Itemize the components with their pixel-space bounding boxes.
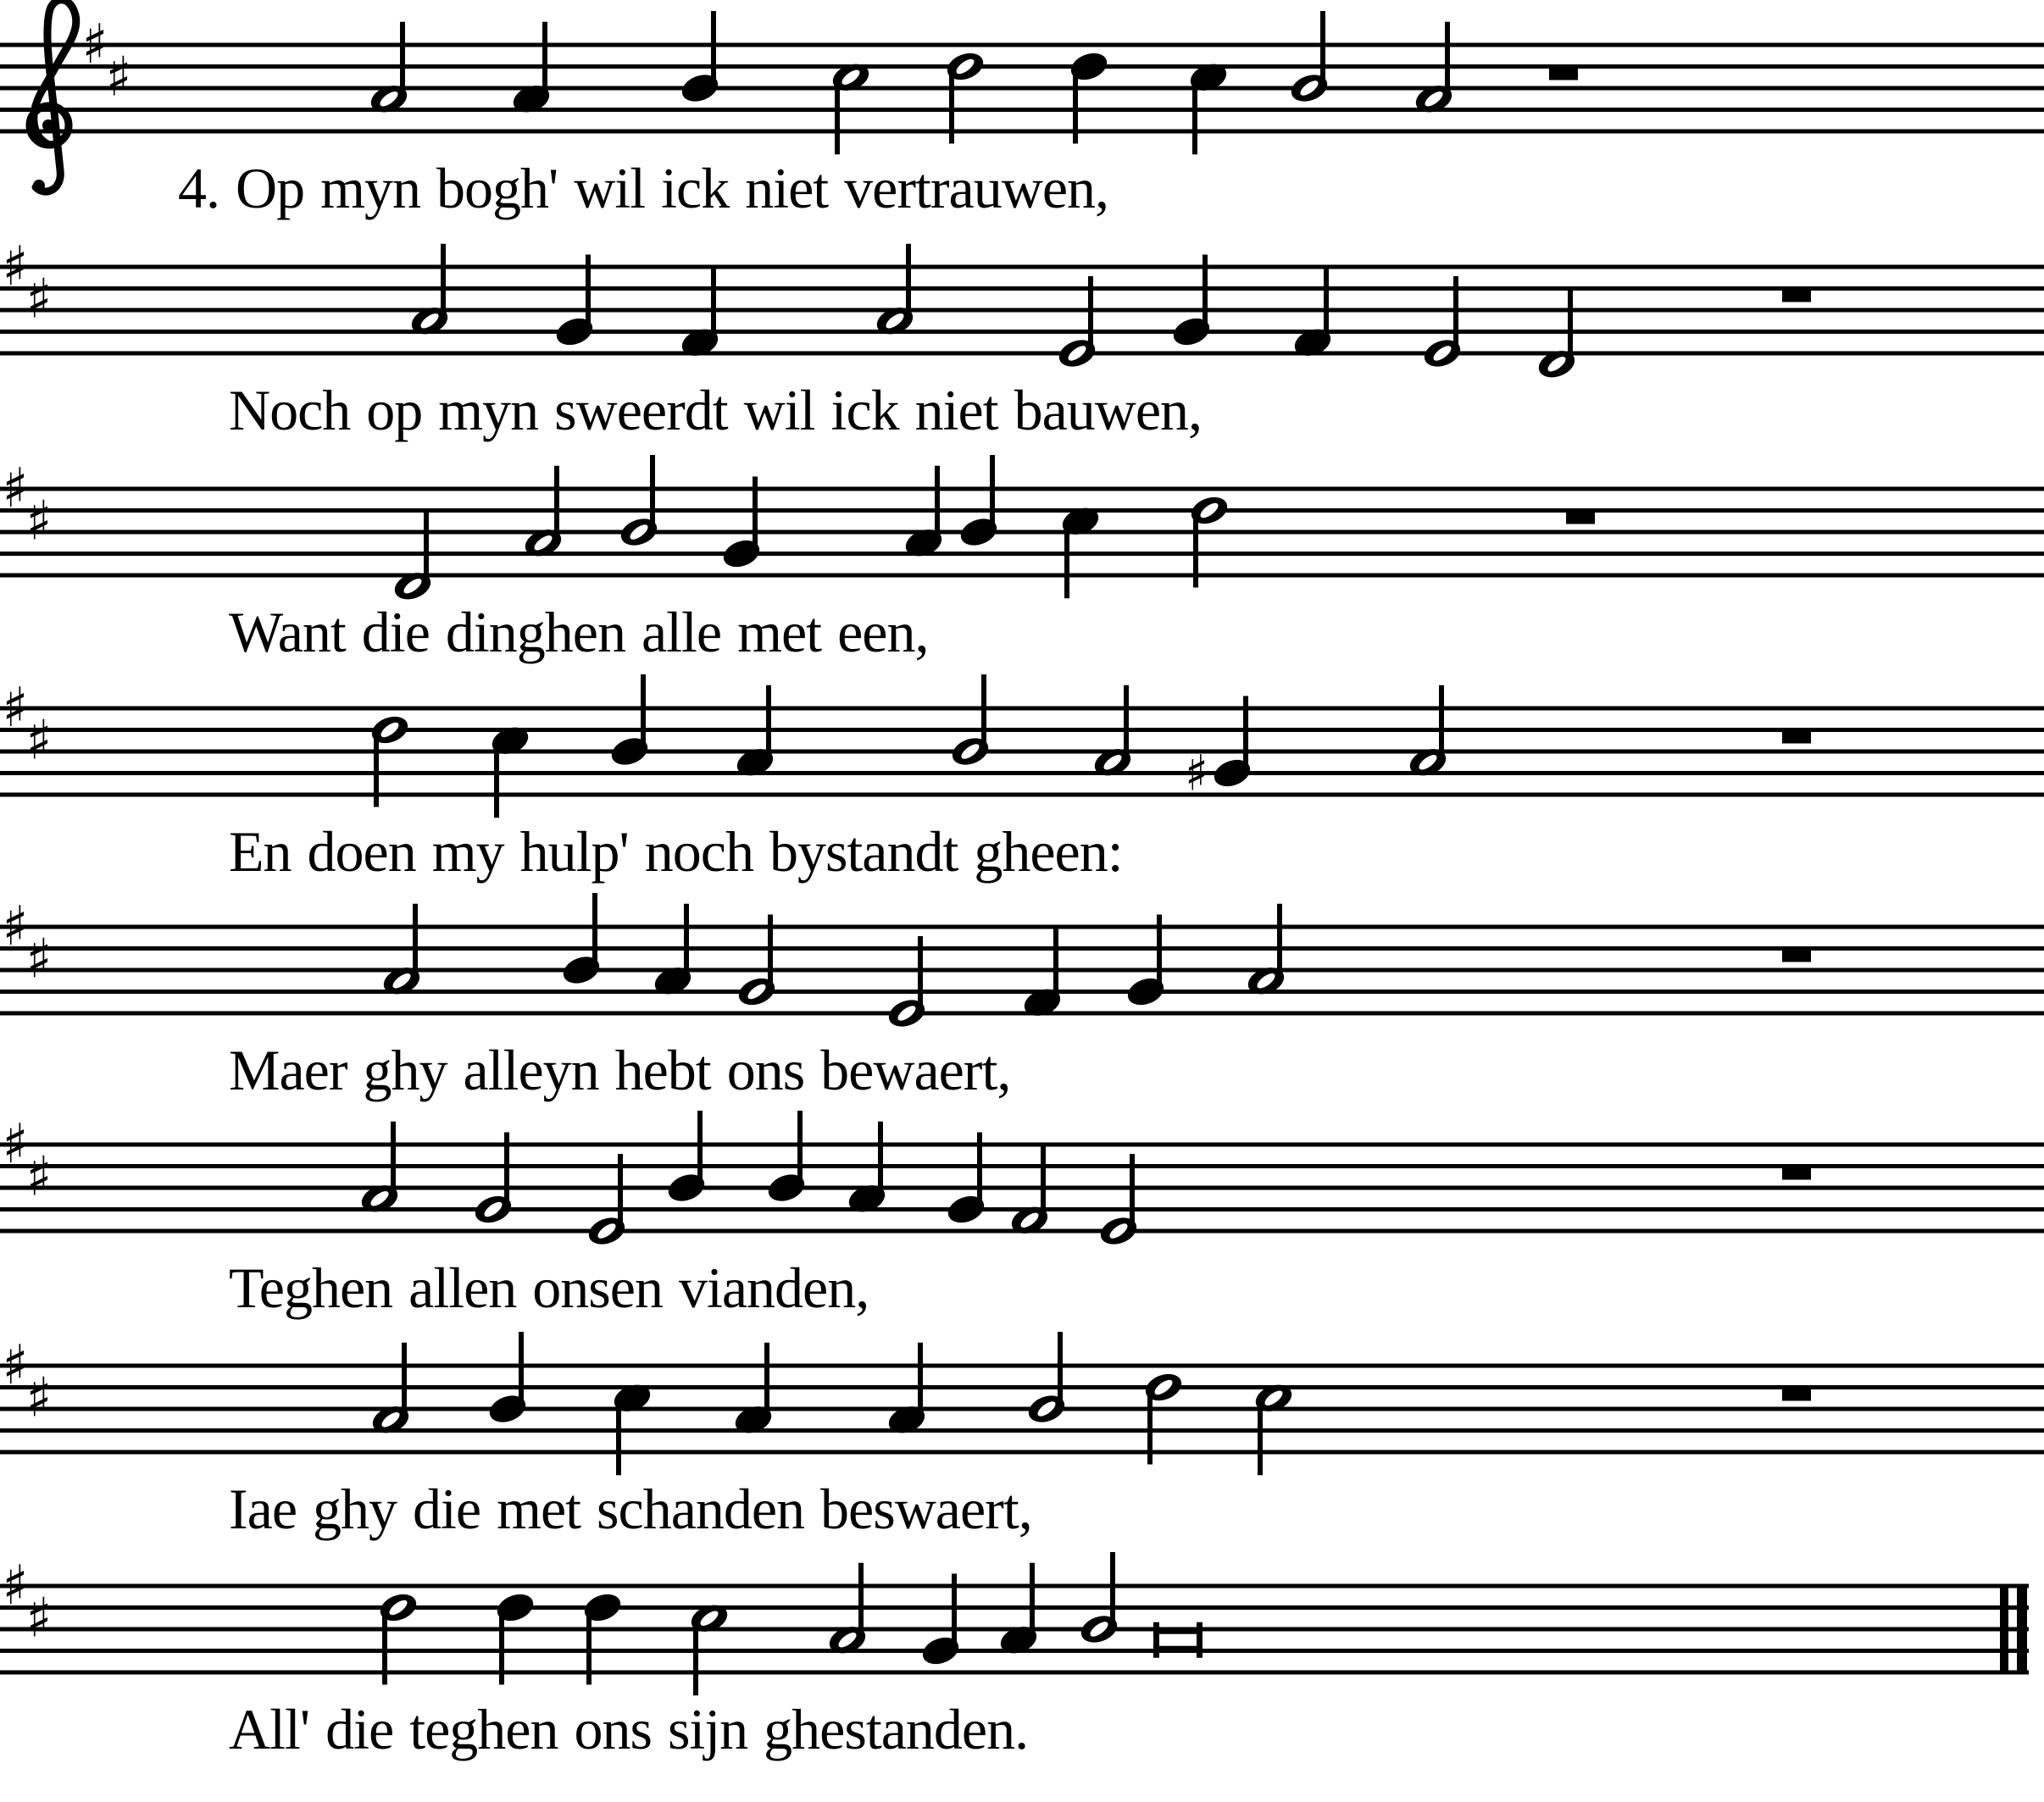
note-stem [641, 674, 646, 749]
staff-line [0, 130, 2044, 134]
note-C5-half [829, 59, 872, 154]
note-stem [766, 685, 771, 760]
whole-rest [1782, 732, 1811, 744]
note-stem [935, 466, 940, 541]
note-B4-half [617, 455, 660, 550]
note-A4-quarter [845, 1122, 888, 1217]
note-stem [1064, 524, 1069, 598]
note-A4-half [521, 466, 564, 561]
staff-line [0, 508, 2044, 513]
note-stem [1088, 276, 1093, 351]
note-stem [1147, 1390, 1153, 1465]
note-stem [592, 893, 597, 968]
staff-line [0, 1143, 2044, 1147]
note-B4-half [1025, 1332, 1068, 1427]
note-stem [693, 1621, 698, 1695]
staff-line [0, 1605, 2029, 1610]
staff-line [0, 43, 2044, 47]
lyric-line-1: 4. Op myn bogh' wil ick niet vertrauwen, [178, 156, 1109, 220]
lyric-line-2: Noch op myn sweerdt wil ick niet bauwen, [229, 378, 1203, 442]
breve-side [1197, 1622, 1203, 1658]
note-stem [1258, 1400, 1263, 1475]
final-barline [2017, 1584, 2027, 1674]
whole-rest [1549, 69, 1578, 80]
staff-8 [0, 1552, 2029, 1695]
note-stem [1203, 255, 1208, 330]
staff-line [0, 352, 2044, 356]
note-A4-quarter [733, 685, 776, 780]
note-stem [402, 1343, 407, 1417]
note-stem [1193, 513, 1198, 588]
staff-line [0, 330, 2044, 334]
note-stem [554, 466, 559, 541]
note-stem [918, 1343, 923, 1417]
staff-line [0, 86, 2044, 91]
note-F#4-quarter [1291, 265, 1334, 360]
staff-line [0, 1450, 2044, 1455]
note-stem [499, 1611, 504, 1685]
lyric-line-6: Teghen allen onsen vianden, [229, 1256, 869, 1320]
note-A4-half [369, 1343, 412, 1438]
note-G#4-quarter [1185, 696, 1254, 802]
staff-line [0, 64, 2044, 69]
note-A4-half [1412, 22, 1455, 117]
staff-line [0, 1407, 2044, 1411]
staff-4 [0, 674, 2044, 818]
note-stem [586, 1611, 592, 1685]
note-stem [697, 1111, 703, 1185]
staff-line [0, 1428, 2044, 1433]
note-A4-quarter [902, 466, 945, 561]
note-stem [1110, 1552, 1115, 1627]
staff-line [0, 925, 2044, 929]
note-A4-quarter [731, 1343, 775, 1438]
note-stem [1058, 1332, 1063, 1406]
key-signature-sharp-icon: ♯ [2, 457, 29, 520]
staff-line [0, 286, 2044, 291]
note-stem [616, 1400, 621, 1475]
note-B4-quarter [764, 1111, 808, 1206]
accidental-sharp-icon: ♯ [1184, 744, 1209, 802]
staff-line [0, 946, 2044, 951]
note-stem [835, 80, 840, 154]
breve-side [1153, 1622, 1159, 1658]
note-B4-quarter [486, 1332, 529, 1427]
note-stem [519, 1332, 524, 1406]
staff-line [0, 793, 2044, 797]
note-stem [1277, 904, 1282, 979]
note-stem [441, 244, 446, 319]
note-B4-quarter [664, 1111, 708, 1206]
note-stem [1041, 1143, 1046, 1217]
note-A4-quarter [651, 904, 694, 999]
note-stem [906, 244, 911, 319]
note-A4-half [873, 244, 916, 339]
staff-line [0, 771, 2044, 775]
note-B4-quarter [678, 11, 721, 106]
note-stem [1324, 265, 1329, 340]
staff-6 [0, 1111, 2044, 1249]
note-stem [504, 1133, 509, 1207]
note-C5-quarter [1058, 503, 1102, 598]
note-stem [542, 22, 547, 97]
note-A4-half [367, 22, 410, 117]
note-A4-half [1244, 904, 1287, 999]
lyric-line-5: Maer ghy alleyn hebt ons bewaert, [229, 1038, 1011, 1102]
staff-5 [0, 893, 2044, 1031]
note-stem [858, 1563, 864, 1638]
note-stem [382, 1611, 387, 1685]
note-stem [586, 255, 591, 330]
key-signature-sharp-icon: ♯ [2, 236, 29, 298]
key-signature-sharp-icon: ♯ [2, 895, 29, 958]
staff-line [0, 1671, 2029, 1675]
staff-line [0, 1385, 2044, 1389]
note-C5-quarter [488, 723, 531, 818]
note-stem [764, 1343, 769, 1417]
whole-rest [1782, 951, 1811, 962]
staff-line [0, 1364, 2044, 1368]
note-stem [1053, 925, 1058, 1000]
note-A4-half [358, 1122, 401, 1217]
note-C5-half [1252, 1380, 1295, 1475]
note-A4-half [408, 244, 451, 339]
staff-line [0, 750, 2044, 754]
note-stem [768, 915, 773, 990]
staff-line [0, 574, 2044, 578]
staff-line [0, 552, 2044, 556]
staff-7 [0, 1332, 2044, 1475]
note-stem [949, 69, 954, 144]
whole-rest [1782, 1389, 1811, 1401]
note-B4-quarter [559, 893, 603, 988]
staff-line [0, 308, 2044, 313]
note-B4-quarter [957, 455, 1000, 550]
note-A4-quarter [509, 22, 553, 117]
note-stem [981, 674, 986, 749]
staff-line [0, 1584, 2029, 1589]
key-signature-sharp-icon: ♯ [25, 709, 53, 773]
staff-line [0, 1186, 2044, 1190]
note-stem [1130, 1154, 1135, 1228]
note-stem [1568, 287, 1573, 362]
note-A4-half [825, 1563, 869, 1658]
key-signature-sharp-icon: ♯ [2, 1555, 29, 1617]
note-stem [650, 455, 655, 530]
breve-bar [1158, 1646, 1198, 1652]
note-stem [1445, 22, 1450, 97]
staff-line [0, 728, 2044, 732]
note-stem [1243, 696, 1248, 771]
note-stem [684, 904, 689, 979]
final-barline [2000, 1584, 2008, 1674]
note-stem [1030, 1563, 1035, 1638]
note-stem [1073, 69, 1078, 144]
whole-rest [1566, 513, 1595, 524]
note-stem [1439, 685, 1444, 760]
whole-rest [1782, 1168, 1811, 1180]
key-signature-sharp-icon: ♯ [81, 14, 108, 76]
key-signature-sharp-icon: ♯ [25, 1587, 53, 1650]
key-signature-sharp-icon: ♯ [25, 1367, 53, 1430]
staff-line [0, 1164, 2044, 1168]
key-signature-sharp-icon: ♯ [25, 928, 53, 991]
note-A4-half [380, 904, 423, 999]
note-stem [952, 1574, 957, 1649]
note-stem [494, 743, 499, 818]
note-B4-half [1077, 1552, 1120, 1647]
note-stem [711, 11, 716, 86]
lyric-line-7: Iae ghy die met schanden beswaert, [229, 1477, 1032, 1541]
note-C5-quarter [610, 1380, 653, 1475]
note-B4-half [948, 674, 991, 769]
note-C5-quarter [1186, 59, 1230, 154]
note-stem [797, 1111, 803, 1185]
note-stem [374, 733, 379, 807]
staff-line [0, 968, 2044, 973]
key-signature-sharp-icon: ♯ [105, 46, 132, 109]
staff-3 [0, 455, 2044, 604]
note-stem [400, 22, 405, 97]
note-stem [1124, 685, 1129, 760]
note-stem [413, 904, 418, 979]
clef-tail-dot [33, 180, 45, 191]
note-stem [918, 936, 923, 1011]
key-signature-sharp-icon: ♯ [25, 268, 53, 331]
note-stem [990, 455, 995, 530]
note-stem [977, 1133, 982, 1207]
lyric-line-8: All' die teghen ons sijn ghestanden. [229, 1697, 1029, 1761]
note-A4-quarter [997, 1563, 1040, 1658]
note-B4-quarter [608, 674, 651, 769]
note-B4-half [1287, 11, 1330, 106]
whole-rest [1782, 291, 1811, 302]
note-D4-half [1535, 287, 1578, 382]
note-A4-quarter [885, 1343, 928, 1438]
note-D4-half [391, 509, 434, 604]
note-F#4-half [1008, 1143, 1051, 1238]
key-signature-sharp-icon: ♯ [2, 1113, 29, 1176]
staff-line [0, 487, 2044, 491]
staff-2 [0, 236, 2044, 382]
note-stem [1192, 80, 1197, 154]
staff-line [0, 530, 2044, 535]
note-F#4-quarter [1020, 925, 1064, 1020]
note-F#4-quarter [678, 265, 721, 360]
note-stem [391, 1122, 396, 1196]
treble-clef-icon [30, 0, 76, 191]
note-stem [1453, 276, 1458, 351]
lyric-line-4: En doen my hulp' noch bystandt gheen: [229, 819, 1123, 884]
staff-line [0, 108, 2044, 112]
note-stem [424, 509, 429, 584]
note-stem [878, 1122, 883, 1196]
note-stem [753, 477, 758, 552]
staff-line [0, 265, 2044, 269]
key-signature-sharp-icon: ♯ [25, 1145, 53, 1209]
staff-line [0, 707, 2044, 711]
key-signature-sharp-icon: ♯ [25, 490, 53, 553]
note-C5-half [687, 1600, 730, 1695]
note-A4-half [1406, 685, 1449, 780]
note-stem [711, 265, 716, 340]
staff-line [0, 990, 2044, 994]
note-A4-half [1091, 685, 1134, 780]
key-signature-sharp-icon: ♯ [2, 677, 29, 740]
note-stem [1157, 915, 1162, 990]
lyric-line-3: Want die dinghen alle met een, [229, 600, 929, 664]
breve-bar [1158, 1628, 1198, 1634]
staff-line [0, 1012, 2044, 1016]
key-signature-sharp-icon: ♯ [2, 1334, 29, 1397]
note-stem [618, 1154, 623, 1228]
note-stem [1320, 11, 1325, 86]
